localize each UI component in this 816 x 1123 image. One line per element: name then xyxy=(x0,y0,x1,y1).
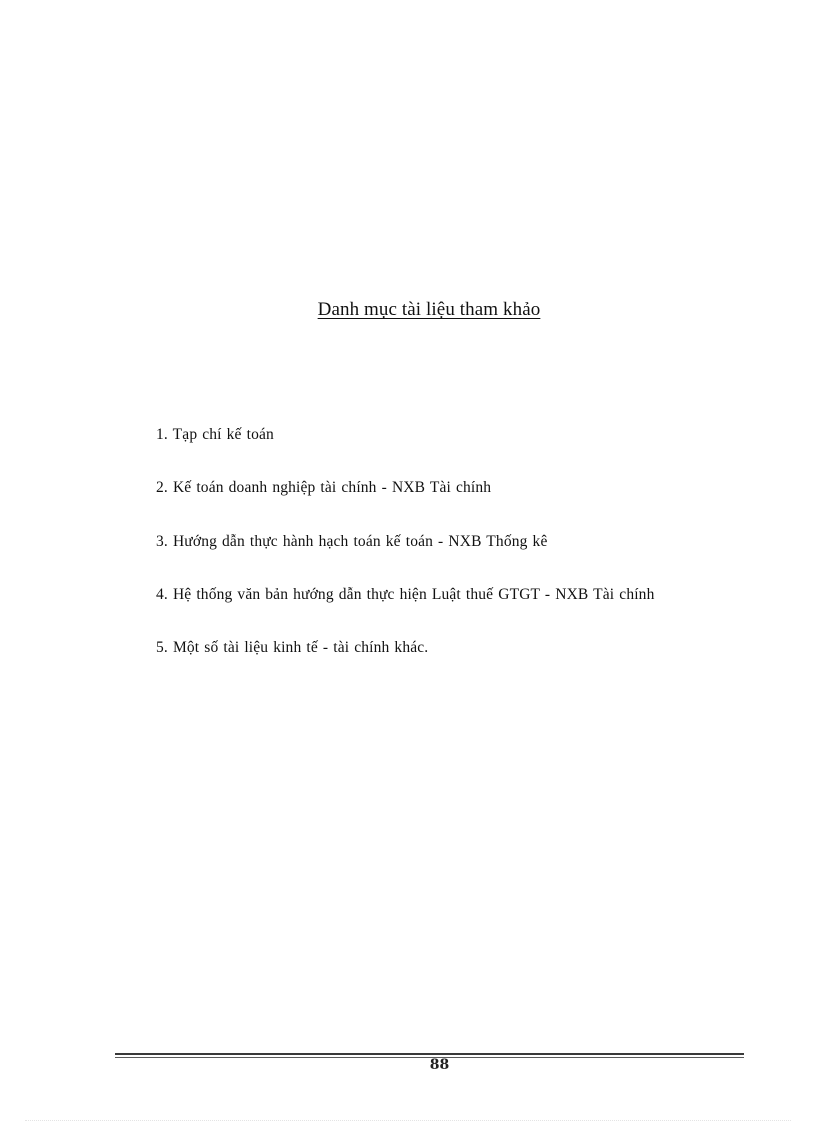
page-number: 88 xyxy=(429,1057,450,1073)
reference-item-1: 1. Tạp chí kế toán xyxy=(156,426,274,443)
reference-item-5: 5. Một số tài liệu kinh tế - tài chính khác. xyxy=(156,639,429,657)
reference-item-2: 2. Kế toán doanh nghiệp tài chính - NXB Tài chính xyxy=(156,479,492,497)
footer-divider-thick-line xyxy=(115,1053,744,1055)
page-title: Danh mục tài liệu tham khảo xyxy=(317,299,541,320)
page-edge-divider xyxy=(25,1120,791,1121)
reference-item-4: 4. Hệ thống văn bản hướng dẫn thực hiện Luật thuế GTGT - NXB Tài chính xyxy=(156,585,655,603)
reference-list xyxy=(156,424,654,690)
reference-item-3: 3. Hướng dẫn thực hành hạch toán kế toán - NXB Thống kê xyxy=(156,532,548,550)
